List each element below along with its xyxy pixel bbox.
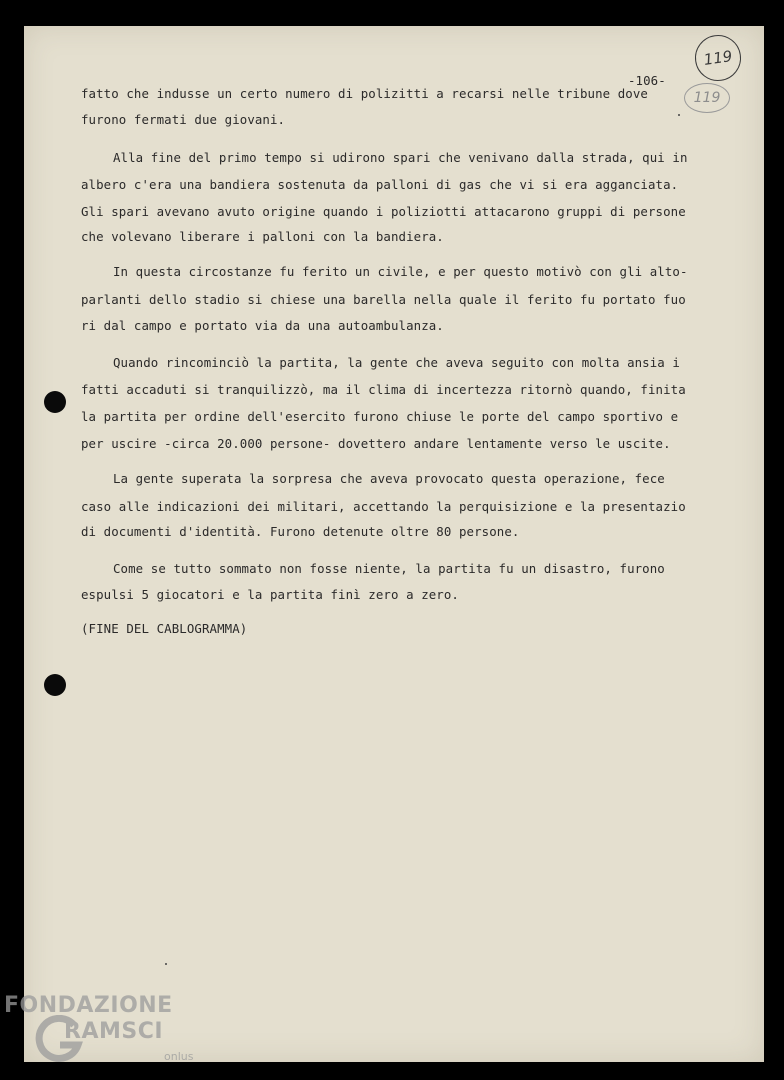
text-line: fatto che indusse un certo numero di polizitti a recarsi nelle tribune dove [81,86,648,101]
watermark-line1: FONDAZIONE [4,993,173,1018]
watermark-line2: RAMSCI [64,1019,164,1044]
text-line: Alla fine del primo tempo si udirono spari che venivano dalla strada, qui in [113,150,688,165]
text-line: In questa circostanze fu ferito un civile, e per questo motivò con gli alto- [113,264,688,279]
punch-hole [44,674,66,696]
text-line: di documenti d'identità. Furono detenute oltre 80 persone. [81,524,520,539]
text-line: fatti accaduti si tranquilizzò, ma il clima di incertezza ritornò quando, finita [81,382,686,397]
paper-speck [678,114,680,116]
text-line: Come se tutto sommato non fosse niente, la partita fu un disastro, furono [113,561,665,576]
text-line: Quando rincominciò la partita, la gente che aveva seguito con molta ansia i [113,355,680,370]
text-line: parlanti dello stadio si chiese una barella nella quale il ferito fu portato fuo [81,292,686,307]
text-line: ri dal campo e portato via da una autoambulanza. [81,318,444,333]
text-line: albero c'era una bandiera sostenuta da palloni di gas che vi si era agganciata. [81,177,679,192]
page-number: -106- [628,73,666,88]
handwritten-page-number: 119 [692,32,744,84]
text-line: furono fermati due giovani. [81,112,286,127]
text-line: espulsi 5 giocatori e la partita finì zero a zero. [81,587,459,602]
paper-speck [165,963,167,965]
text-line: (FINE DEL CABLOGRAMMA) [81,621,248,636]
text-line: caso alle indicazioni dei militari, accettando la perquisizione e la presentazio [81,499,686,514]
text-line: la partita per ordine dell'esercito furono chiuse le porte del campo sportivo e [81,409,679,424]
text-line: per uscire -circa 20.000 persone- dovettero andare lentamente verso le uscite. [81,436,671,451]
fondazione-gramsci-watermark [4,993,204,1073]
text-line: Gli spari avevano avuto origine quando i poliziotti attacarono gruppi di persone [81,204,686,219]
document-page [24,26,764,1062]
text-line: che volevano liberare i palloni con la bandiera. [81,229,444,244]
handwritten-page-number-faint: 119 [684,83,730,113]
watermark-suffix: onlus [164,1050,194,1063]
text-line: La gente superata la sorpresa che aveva provocato questa operazione, fece [113,471,665,486]
punch-hole [44,391,66,413]
